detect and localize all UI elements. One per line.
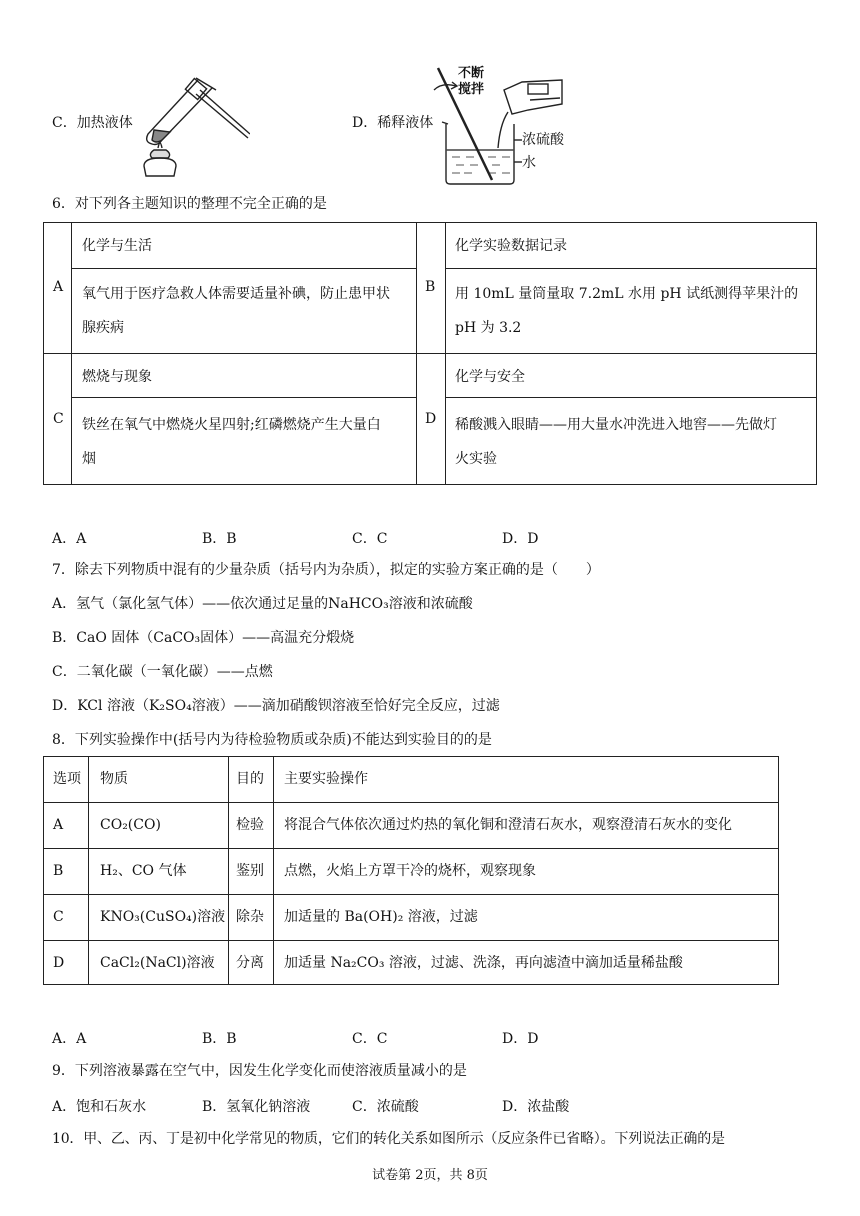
q8-choice-d[interactable]: D．D [502, 1031, 539, 1047]
question-10-stem: 10．甲、乙、丙、丁是初中化学常见的物质，它们的转化关系如图所示（反应条件已省略）。下列说法正确的是 [52, 1131, 725, 1147]
cell-d-line-2: 火实验 [455, 451, 497, 467]
question-6-stem: 6．对下列各主题知识的整理不完全正确的是 [52, 196, 327, 212]
q9-choice-a[interactable]: A．饱和石灰水 [52, 1099, 147, 1115]
fig-stir-label [458, 66, 484, 98]
option-c-heating-liquid: C．加热液体 [52, 115, 133, 131]
row-c-substance: KNO₃(CuSO₄)溶液 [100, 909, 226, 925]
q7-option-c[interactable]: C．二氧化碳（一氧化碳）——点燃 [52, 664, 273, 680]
row-c-operation: 加适量的 Ba(OH)₂ 溶液，过滤 [284, 909, 478, 925]
row-c-option: C [53, 909, 64, 925]
question-7-stem: 7．除去下列物质中混有的少量杂质（括号内为杂质），拟定的实验方案正确的是（ ） [52, 562, 600, 578]
heating-liquid-figure [140, 72, 250, 178]
cell-c-letter: C [53, 411, 64, 427]
q6-choice-a[interactable]: A．A [52, 531, 87, 547]
row-b-operation: 点燃，火焰上方罩干冷的烧杯，观察现象 [284, 863, 536, 879]
fig-stir-line-2: 搅拌 [458, 82, 485, 97]
row-b-option: B [53, 863, 64, 879]
cell-a-line-2: 腺疾病 [82, 320, 124, 336]
question-8-stem: 8．下列实验操作中(括号内为待检验物质或杂质)不能达到实验目的的是 [52, 732, 492, 748]
row-b-purpose: 鉴别 [236, 863, 264, 879]
question-8-table [43, 756, 779, 985]
row-a-substance: CO₂(CO) [100, 817, 161, 833]
cell-c-line-2: 烟 [82, 451, 96, 467]
cell-b-title: 化学实验数据记录 [455, 238, 567, 254]
page-footer: 试卷第 2页，共 8页 [372, 1168, 488, 1183]
cell-b-line-2: pH 为 3.2 [455, 320, 522, 336]
cell-d-line-1: 稀酸溅入眼睛——用大量水冲洗进入地窖——先做灯 [455, 417, 777, 433]
q6-choice-d[interactable]: D．D [502, 531, 539, 547]
row-d-operation: 加适量 Na₂CO₃ 溶液，过滤、洗涤，再向滤渣中滴加适量稀盐酸 [284, 955, 683, 971]
q7-option-a[interactable]: A．氢气（氯化氢气体）——依次通过足量的NaHCO₃溶液和浓硫酸 [52, 596, 473, 612]
q8-choice-c[interactable]: C．C [352, 1031, 388, 1047]
row-b-substance: H₂、CO 气体 [100, 863, 187, 879]
cell-a-title: 化学与生活 [82, 238, 152, 254]
row-a-operation: 将混合气体依次通过灼热的氧化铜和澄清石灰水，观察澄清石灰水的变化 [284, 817, 732, 833]
cell-c-title: 燃烧与现象 [82, 369, 152, 385]
question-9-stem: 9．下列溶液暴露在空气中，因发生化学变化而使溶液质量减小的是 [52, 1063, 467, 1079]
cell-b-line-1: 用 10mL 量筒量取 7.2mL 水用 pH 试纸测得苹果汁的 [455, 286, 799, 302]
cell-a-letter: A [53, 279, 64, 295]
cell-b-letter: B [425, 279, 436, 295]
fig-stir-line-1: 不断 [458, 66, 485, 81]
cell-d-letter: D [425, 411, 437, 427]
option-d-diluting-liquid: D．稀释液体 [352, 115, 434, 131]
fig-acid-label: 浓硫酸 [522, 132, 564, 148]
header-operation: 主要实验操作 [284, 771, 368, 787]
cell-c-line-1: 铁丝在氧气中燃烧火星四射;红磷燃烧产生大量白 [82, 417, 381, 433]
row-c-purpose: 除杂 [236, 909, 264, 925]
q8-choice-a[interactable]: A．A [52, 1031, 87, 1047]
row-d-substance: CaCl₂(NaCl)溶液 [100, 955, 215, 971]
cell-d-title: 化学与安全 [455, 369, 525, 385]
header-option: 选项 [53, 771, 81, 787]
question-6-table [43, 222, 817, 485]
row-d-option: D [53, 955, 65, 971]
row-d-purpose: 分离 [236, 955, 264, 971]
header-purpose: 目的 [236, 771, 264, 787]
diluting-liquid-figure [430, 62, 570, 186]
cell-a-line-1: 氧气用于医疗急救人体需要适量补碘，防止患甲状 [82, 286, 390, 302]
q9-choice-c[interactable]: C．浓硫酸 [352, 1099, 419, 1115]
q9-choice-d[interactable]: D．浓盐酸 [502, 1099, 570, 1115]
q6-choice-c[interactable]: C．C [352, 531, 388, 547]
q6-choice-b[interactable]: B．B [202, 531, 237, 547]
q9-choice-b[interactable]: B．氢氧化钠溶液 [202, 1099, 311, 1115]
header-substance: 物质 [100, 771, 128, 787]
row-a-option: A [53, 817, 64, 833]
q8-choice-b[interactable]: B．B [202, 1031, 237, 1047]
q7-option-d[interactable]: D．KCl 溶液（K₂SO₄溶液）——滴加硝酸钡溶液至恰好完全反应，过滤 [52, 698, 500, 714]
fig-water-label: 水 [522, 155, 536, 171]
q7-option-b[interactable]: B．CaO 固体（CaCO₃固体）——高温充分煅烧 [52, 630, 355, 646]
row-a-purpose: 检验 [236, 817, 264, 833]
